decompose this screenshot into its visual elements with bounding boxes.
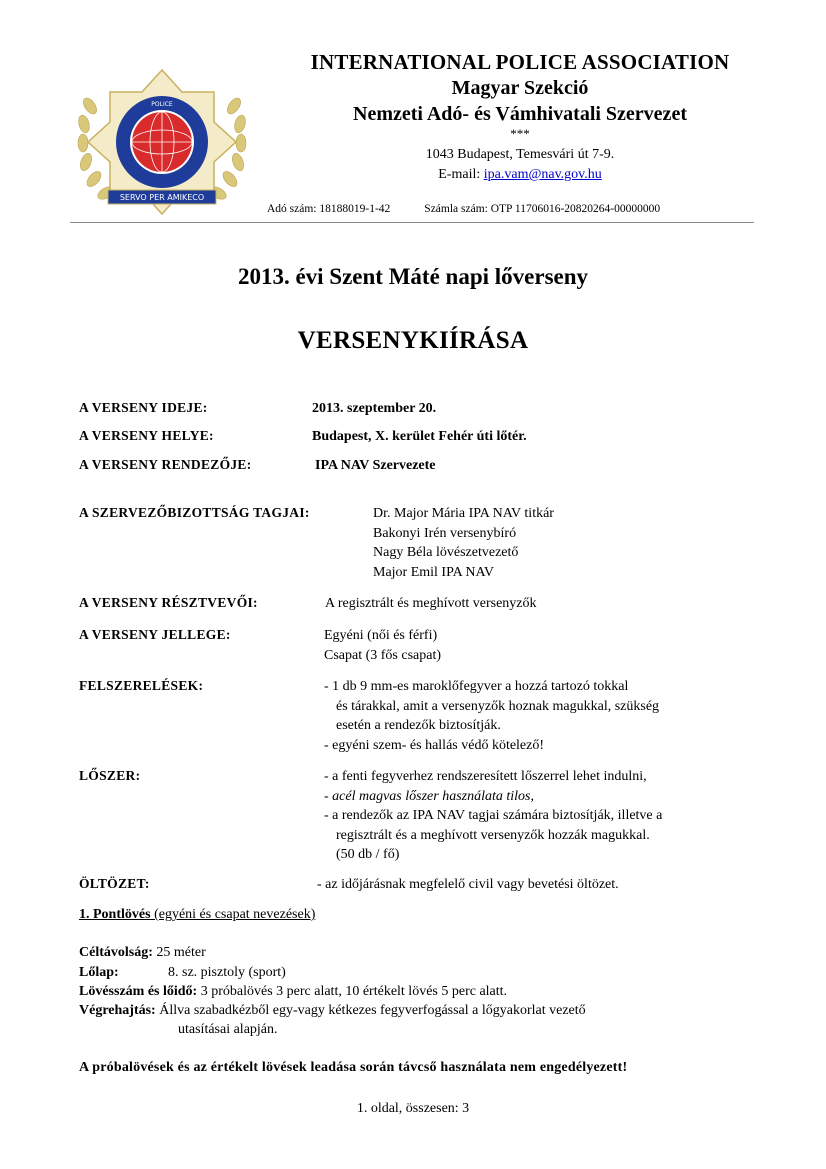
- header-divider: [70, 222, 754, 223]
- list-item: (50 db / fő): [336, 847, 400, 862]
- org-name: INTERNATIONAL POLICE ASSOCIATION: [310, 50, 730, 74]
- page-number: 1. oldal, összesen: 3: [356, 1101, 470, 1116]
- list-item: Bakonyi Irén versenybíró: [373, 525, 517, 541]
- loszer-label: LŐSZER:: [79, 768, 141, 783]
- list-item: - egyéni szem- és hallás védő kötelező!: [324, 737, 545, 753]
- resztvevok-label: A VERSENY RÉSZTVEVŐI:: [79, 595, 258, 610]
- loveszam-value: 3 próbalövés 3 perc alatt, 10 értékelt lövés 5 perc alatt.: [197, 984, 508, 999]
- section-name: Magyar Szekció: [451, 77, 589, 99]
- address: 1043 Budapest, Temesvári út 7-9.: [425, 147, 615, 162]
- resztvevok-value: A regisztrált és meghívott versenyzők: [325, 596, 537, 611]
- document-subtitle: VERSENYKIÍRÁSA: [297, 327, 529, 354]
- list-item: Egyéni (női és férfi): [324, 628, 438, 643]
- jellege-list: [324, 626, 441, 665]
- rendezo-value: IPA NAV Szervezete: [315, 458, 436, 473]
- lolap-line: [79, 965, 119, 981]
- list-item: Nagy Béla lövészetvezető: [373, 545, 519, 560]
- felszereles-label: FELSZERELÉSEK:: [79, 678, 204, 693]
- list-item: esetén a rendezők biztosítják.: [336, 718, 501, 733]
- list-item: Major Emil IPA NAV: [373, 564, 494, 580]
- celtav-value: 25 méter: [152, 945, 206, 960]
- stars-divider: ***: [510, 126, 530, 141]
- list-item: - acél magvas lőszer használata tilos,: [324, 788, 534, 804]
- bizottsag-list: [373, 504, 554, 582]
- loveszam-label: Lövésszám és lőidő:: [79, 984, 198, 999]
- email-label: E-mail:: [438, 167, 484, 182]
- list-item: - a fenti fegyverhez rendszeresített lőszerrel lehet indulni,: [324, 769, 647, 784]
- vegrehajtas-line: [79, 1003, 586, 1019]
- lolap-label: Lőlap:: [79, 965, 119, 980]
- warning-text: A próbalövések és az értékelt lövések leadása során távcső használata nem engedélyezett!: [79, 1060, 628, 1075]
- tax-number: Adó szám: 18188019-1-42: [267, 203, 391, 215]
- oltozet-value: - az időjárásnak megfelelő civil vagy bevetési öltözet.: [317, 877, 619, 892]
- oltozet-label: ÖLTÖZET:: [79, 876, 150, 891]
- list-item: Csapat (3 fős csapat): [324, 647, 442, 663]
- vegrehajtas-value: Állva szabadkézből egy-vagy kétkezes fegyverfogással a lőgyakorlat vezető: [155, 1003, 586, 1018]
- vegrehajtas-label: Végrehajtás:: [79, 1003, 156, 1018]
- unit-name: Nemzeti Adó- és Vámhivatali Szervezet: [353, 103, 687, 125]
- tax-line: [267, 203, 660, 215]
- email-line: [270, 167, 770, 183]
- section1-subtitle: (egyéni és csapat nevezések): [150, 907, 316, 922]
- loveszam-line: [79, 984, 507, 1000]
- logo-motto: SERVO PER AMIKECO: [119, 193, 205, 202]
- celtav-line: [79, 945, 206, 961]
- bizottsag-label: A SZERVEZŐBIZOTTSÁG TAGJAI:: [79, 505, 310, 520]
- rendezo-label: A VERSENY RENDEZŐJE:: [79, 457, 252, 472]
- account-number: Számla szám: OTP 11706016-20820264-00000000: [424, 203, 661, 215]
- list-item: Dr. Major Mária IPA NAV titkár: [373, 506, 554, 521]
- list-item: regisztrált és a meghívott versenyzők hozzák magukkal.: [336, 827, 650, 843]
- list-item: - 1 db 9 mm-es maroklőfegyver a hozzá tartozó tokkal: [324, 679, 629, 694]
- jellege-label: A VERSENY JELLEGE:: [79, 627, 231, 642]
- ideje-label: A VERSENY IDEJE:: [79, 400, 208, 415]
- section1-heading: [79, 907, 315, 923]
- helye-label: A VERSENY HELYE:: [79, 428, 214, 443]
- list-item: - a rendezők az IPA NAV tagjai számára biztosítják, illetve a: [324, 808, 663, 823]
- helye-value: Budapest, X. kerület Fehér úti lőtér.: [312, 429, 527, 444]
- vegrehajtas-value-cont: utasításai alapján.: [178, 1022, 278, 1037]
- loszer-list: [324, 767, 662, 865]
- lolap-value: 8. sz. pisztoly (sport): [168, 965, 286, 980]
- ipa-logo: [74, 66, 250, 216]
- felszereles-list: [324, 677, 659, 755]
- ideje-value: 2013. szeptember 20.: [312, 401, 437, 416]
- svg-text:POLICE: POLICE: [151, 101, 173, 108]
- email-link[interactable]: ipa.vam@nav.gov.hu: [483, 167, 602, 182]
- list-item: és tárakkal, amit a versenyzők hoznak magukkal, szükség: [336, 698, 660, 714]
- document-title: 2013. évi Szent Máté napi lőverseny: [237, 264, 589, 289]
- celtav-label: Céltávolság:: [79, 945, 153, 960]
- section1-title: 1. Pontlövés: [79, 907, 151, 922]
